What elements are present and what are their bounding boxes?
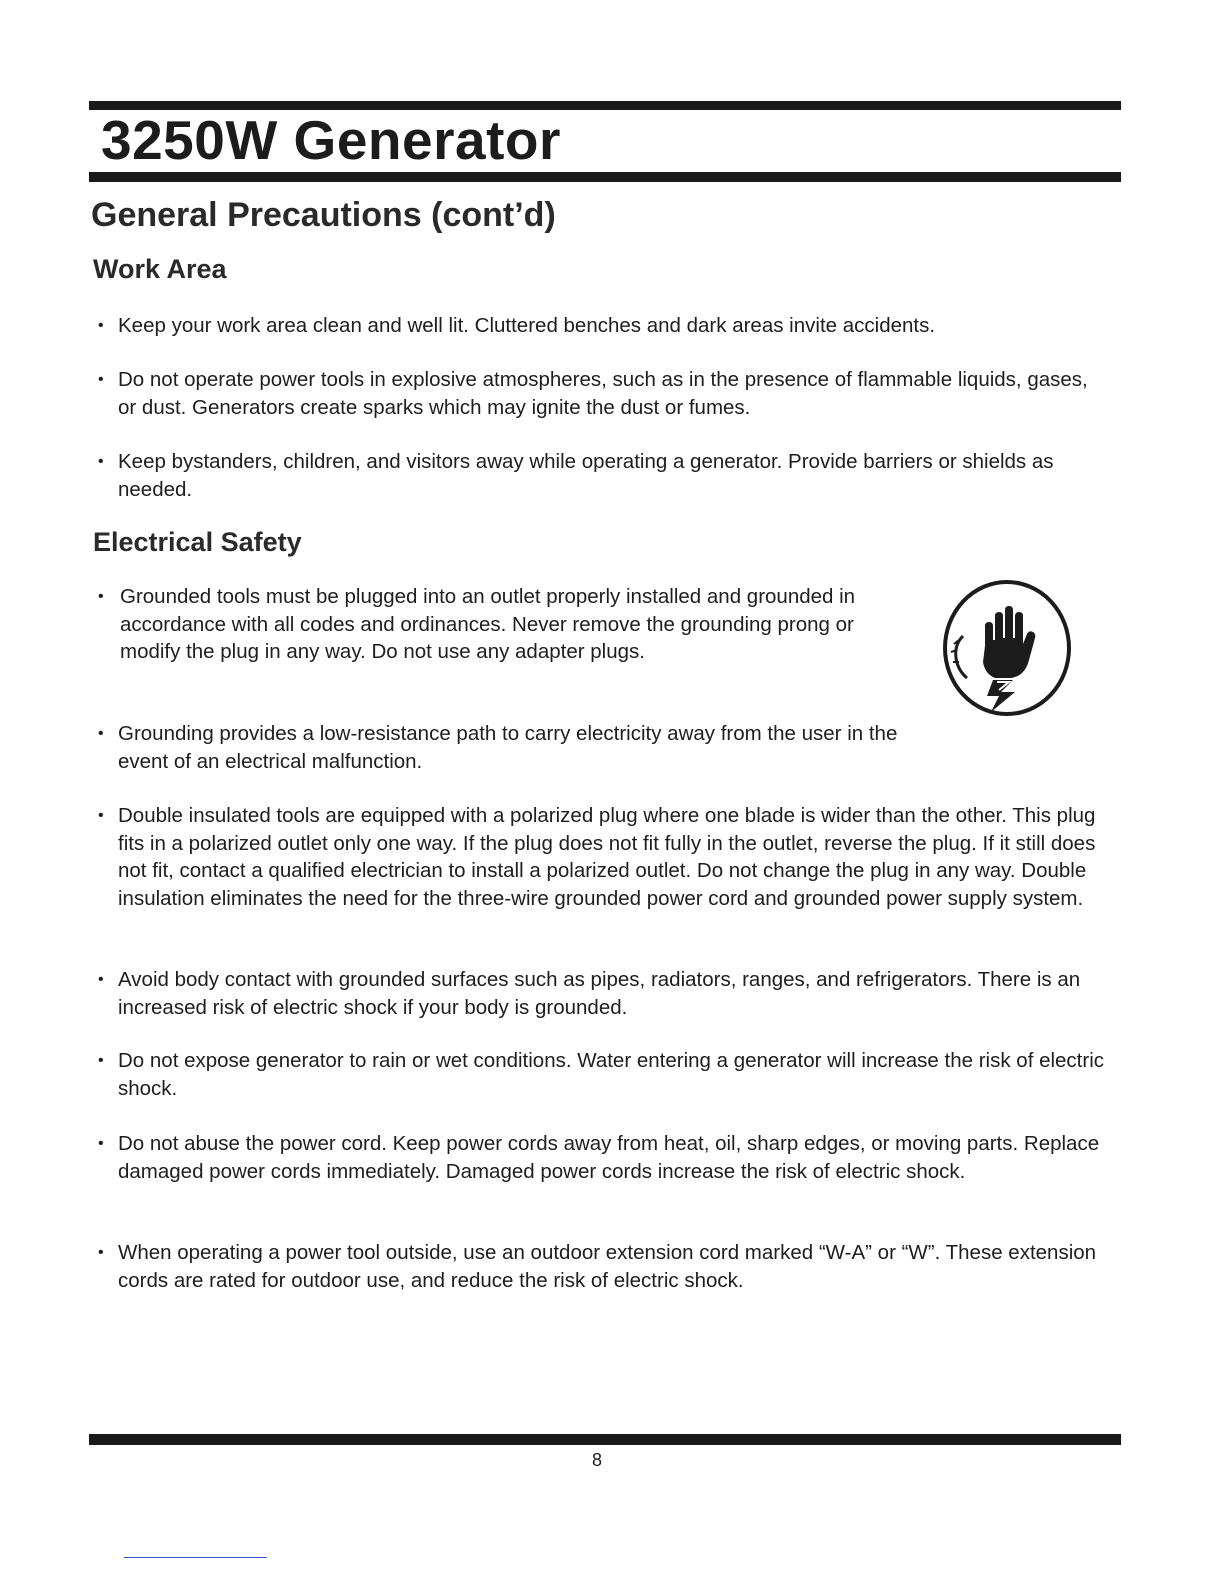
list-item [98,1047,1110,1102]
bullet-icon: • [98,971,104,988]
bullet-icon: • [98,453,104,470]
list-item [98,312,1118,340]
document-title: 3250W Generator [101,109,561,171]
bullet-icon: • [98,725,104,742]
footer-rule [89,1434,1121,1445]
list-item-text: Do not expose generator to rain or wet conditions. Water entering a generator will increase the risk of electric shock. [118,1049,1105,1100]
list-item-text: Avoid body contact with grounded surfaces such as pipes, radiators, ranges, and refrigerators. There is an increased risk of electric shock if your body is grounded. [118,968,1081,1019]
list-item-text: Keep your work area clean and well lit. Cluttered benches and dark areas invite accidents. [118,314,936,337]
bullet-icon: • [98,1244,104,1261]
list-item [98,1130,1110,1185]
bullet-icon: • [98,317,104,334]
header-bottom-rule [89,172,1121,182]
list-item-text: Grounded tools must be plugged into an outlet properly installed and grounded in accordance with all codes and ordinances. Never remove the grounding prong or modify the plug in any way. Do not use any adapter plugs. [120,585,856,663]
electrical-safety-heading: Electrical Safety [93,527,302,557]
work-area-heading: Work Area [93,254,227,284]
section-title: General Precautions (cont’d) [91,196,556,234]
list-item [98,1239,1110,1294]
bullet-icon: • [98,1135,104,1152]
bullet-icon: • [98,1052,104,1069]
list-item-text: Double insulated tools are equipped with a polarized plug where one blade is wider than the other. This plug fits in a polarized outlet only one way. If the plug does not fit fully in the outlet, reverse the plug. If it still does not fit, contact a qualified electrician to install a polarized outlet. Do not change the plug in any way. Double insulation eliminates the need for the three-wire grounded power cord and grounded power supply system. [118,804,1096,910]
list-item-text: Do not operate power tools in explosive atmospheres, such as in the presence of flammable liquids, gases, or dust. Generators create sparks which may ignite the dust or fumes. [118,368,1088,419]
list-item-text: When operating a power tool outside, use an outdoor extension cord marked “W-A” or “W”. These extension cords are rated for outdoor use, and reduce the risk of electric shock. [118,1241,1097,1292]
bullet-icon: • [98,371,104,388]
bullet-icon: • [98,807,104,824]
list-item [98,966,1120,1021]
list-item [98,448,1098,503]
list-item [98,802,1120,912]
list-item [98,366,1098,421]
list-item-text: Grounding provides a low-resistance path to carry electricity away from the user in the event of an electrical malfunction. [118,722,898,773]
list-item-text: Keep bystanders, children, and visitors away while operating a generator. Provide barriers or shields as needed. [118,450,1054,501]
page-number: 8 [591,1450,602,1470]
bullet-icon: • [98,588,104,605]
footer-link-underline [124,1557,267,1558]
list-item [98,583,908,666]
list-item-text: Do not abuse the power cord. Keep power cords away from heat, oil, sharp edges, or moving parts. Replace damaged power cords immediately. Damaged power cords increase the risk of electric shock. [118,1132,1100,1183]
list-item [98,720,918,775]
grounding-hand-lightning-icon [941,578,1073,718]
